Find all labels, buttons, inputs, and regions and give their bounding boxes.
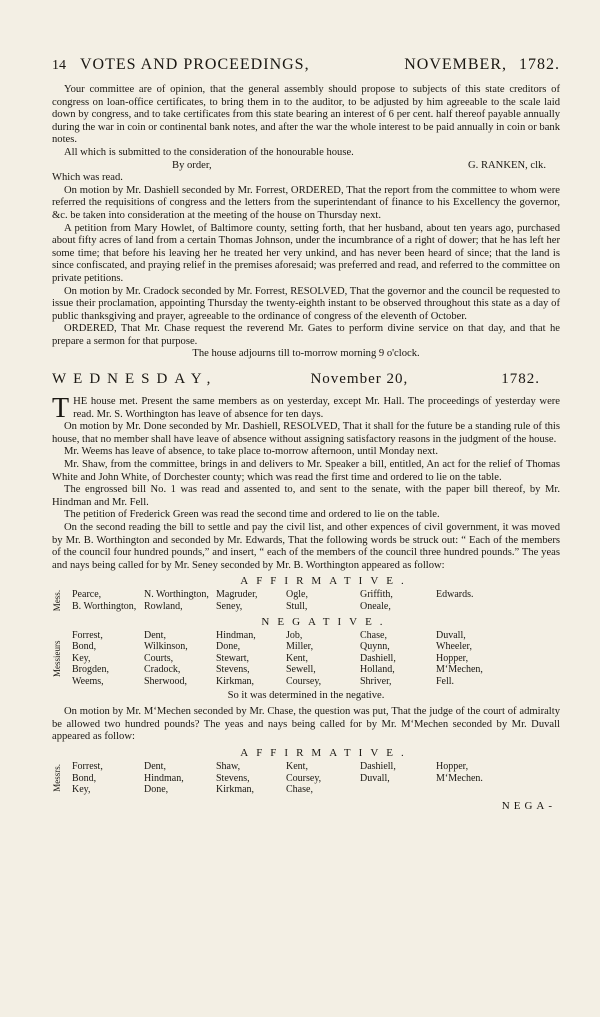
- name-column: [216, 761, 286, 796]
- name-column: [144, 630, 216, 688]
- member-name: M‘Mechen.: [436, 772, 483, 784]
- name-column: [286, 589, 360, 612]
- wednesday-paragraph: On the second reading the bill to settle and pay the civil list, and other expences of civil government, it was moved by Mr. B. Worthington and seconded by Mr. Edwards, That the following words be struck out: “ Each of the members of the council four hundred pounds,” and insert, “ each of the members of the council three hundred pounds.” The yeas and nays being called for by Mr. Seney seconded by Mr. B. Worthington appeared as follow:: [52, 522, 560, 571]
- member-name: Key,: [72, 784, 91, 796]
- tuesday-paragraph: A petition from Mary Howlet, of Baltimore county, setting forth, that her husband, about ten years ago, purchased about fifty acres of land from a certain Thomas Johnson, under the incumbrance of a right of dower; that he has left her some time; that before his leaving her he treated her very unkind, and has never been heard of since; that the land is since confiscated, and praying relief in the premises aforesaid; was preferred and read, and referred to the committee on private petitions.: [52, 222, 560, 284]
- name-column: [436, 761, 506, 796]
- name-column: [216, 589, 286, 612]
- member-name: Shriver,: [360, 675, 392, 687]
- page-number: 14: [52, 58, 66, 73]
- name-column: [286, 761, 360, 796]
- name-column: [72, 589, 144, 612]
- name-column: [360, 589, 436, 612]
- negative-list: [52, 630, 560, 688]
- member-name: Stevens,: [216, 772, 250, 784]
- member-name: Duvall,: [436, 629, 466, 641]
- signature-line: [52, 160, 560, 173]
- member-name: B. Worthington,: [72, 600, 137, 612]
- member-name: Rowland,: [144, 600, 183, 612]
- tuesday-paragraph: ORDERED, That Mr. Chase request the reverend Mr. Gates to perform divine service on that day, and that he prepare a sermon for that purpose.: [52, 323, 560, 347]
- wednesday-opening: [52, 393, 560, 425]
- member-name: Forrest,: [72, 760, 103, 772]
- member-name: Seney,: [216, 600, 243, 612]
- catchword: NEGA-: [501, 799, 556, 812]
- member-name: Duvall,: [360, 772, 390, 784]
- side-label: Messieurs: [52, 640, 62, 677]
- member-name: Wheeler,: [436, 641, 472, 653]
- day-name: WEDNESDAY,: [52, 371, 218, 388]
- member-name: Pearce,: [72, 589, 102, 601]
- affirmative-heading: AFFIRMATIVE.: [240, 575, 412, 588]
- name-column: [72, 630, 144, 688]
- affirmative-list: [52, 589, 560, 612]
- name-columns: [72, 589, 560, 612]
- member-name: Quynn,: [360, 641, 390, 653]
- opening-text: HE house met. Present the same members as on yesterday, except Mr. Hall. The proceedings of yesterday were read. Mr. S. Worthington has leave of absence for ten days.: [73, 396, 560, 420]
- member-name: Hopper,: [436, 760, 469, 772]
- by-order: By order,: [172, 159, 212, 171]
- member-name: Dashiell,: [360, 652, 396, 664]
- member-name: Kirkman,: [216, 675, 255, 687]
- wednesday-paragraph: On motion by Mr. Done seconded by Mr. Dashiell, RESOLVED, That it shall for the future be a standing rule of this house, that no member shall have leave of absence without assigning satisfactory reasons in the judgment of the house.: [52, 421, 560, 445]
- member-name: Stevens,: [216, 664, 250, 676]
- member-name: Weems,: [72, 675, 104, 687]
- member-name: Hindman,: [216, 629, 256, 641]
- name-column: [144, 589, 216, 612]
- wednesday-paragraph: The petition of Frederick Green was read the second time and ordered to lie on the table.: [64, 509, 440, 521]
- member-name: Kent,: [286, 652, 308, 664]
- name-column: [360, 761, 436, 796]
- member-name: Done,: [144, 784, 169, 796]
- name-column: [72, 761, 144, 796]
- committee-report: Your committee are of opinion, that the general assembly should propose to subjects of this state creditors of congress on loan-office certificates, to bring them in to the auditor, to be adjusted by him agreeable to the scale laid down by congress, and to take certificates from this state bearing an interest of 6 per cent. half thereof payable annually during the war in coin or continental bank notes, and after the war the whole interest to be paid annually in coin or bank notes.: [52, 84, 560, 146]
- member-name: Stull,: [286, 600, 308, 612]
- wednesday-paragraph: Mr. Shaw, from the committee, brings in and delivers to Mr. Speaker a bill, entitled, An act for the relief of Thomas White and John White, of Dorchester county; which was read the first time and ordered to lie on the table.: [52, 459, 560, 483]
- tuesday-paragraph: On motion by Mr. Dashiell seconded by Mr. Forrest, ORDERED, That the report from the committee to whom were referred the requisitions of congress and the letters from the superintendant of finance to his Excellency the governor, &c. be taken into consideration at the meeting of the house on Thursday next.: [52, 184, 560, 221]
- member-name: Griffith,: [360, 589, 393, 601]
- running-year: 1782.: [519, 56, 560, 73]
- drop-cap: T: [52, 393, 70, 425]
- adjournment: The house adjourns till to-morrow morning 9 o'clock.: [192, 348, 420, 360]
- member-name: Oneale,: [360, 600, 391, 612]
- day-date: November 20,: [310, 371, 409, 388]
- tuesday-paragraph: Which was read.: [52, 172, 123, 184]
- member-name: Courts,: [144, 652, 174, 664]
- member-name: Coursey,: [286, 772, 322, 784]
- member-name: Hopper,: [436, 652, 469, 664]
- name-column: [144, 761, 216, 796]
- member-name: Holland,: [360, 664, 395, 676]
- member-name: Sewell,: [286, 664, 316, 676]
- member-name: Miller,: [286, 641, 314, 653]
- member-name: Edwards.: [436, 589, 474, 601]
- member-name: Sherwood,: [144, 675, 188, 687]
- member-name: Done,: [216, 641, 241, 653]
- name-column: [436, 630, 506, 688]
- member-name: Chase,: [360, 629, 387, 641]
- wednesday-paragraph: The engrossed bill No. 1 was read and assented to, and sent to the senate, with the paper bill thereof, by Mr. Hindman and Mr. Fell.: [52, 484, 560, 508]
- member-name: Ogle,: [286, 589, 308, 601]
- affirmative-list-2: [52, 761, 560, 796]
- name-column: [360, 630, 436, 688]
- negative-heading: NEGATIVE.: [261, 615, 391, 628]
- member-name: Shaw,: [216, 760, 241, 772]
- member-name: Chase,: [286, 784, 313, 796]
- name-columns: [72, 761, 560, 796]
- member-name: Dent,: [144, 629, 166, 641]
- member-name: Dent,: [144, 760, 166, 772]
- clerk-name: G. RANKEN, clk.: [468, 159, 546, 171]
- running-title: VOTES AND PROCEEDINGS,: [80, 56, 310, 73]
- member-name: M‘Mechen,: [436, 664, 483, 676]
- second-motion: On motion by Mr. M‘Mechen seconded by Mr. Chase, the question was put, That the judge of the court of admiralty be allowed two hundred pounds? The yeas and nays being called for by Mr. M‘Mechen seconded by Mr. Duvall appeared as follow:: [52, 706, 560, 743]
- member-name: Hindman,: [144, 772, 184, 784]
- member-name: Brogden,: [72, 664, 109, 676]
- member-name: Dashiell,: [360, 760, 396, 772]
- member-name: Bond,: [72, 772, 97, 784]
- member-name: Coursey,: [286, 675, 322, 687]
- member-name: Stewart,: [216, 652, 250, 664]
- member-name: Bond,: [72, 641, 97, 653]
- side-label: Mess.: [52, 590, 62, 612]
- affirmative-heading-2: AFFIRMATIVE.: [240, 746, 412, 759]
- member-name: Job,: [286, 629, 303, 641]
- side-label: Messrs.: [52, 764, 62, 793]
- member-name: Kirkman,: [216, 784, 255, 796]
- day-heading: [52, 371, 560, 388]
- member-name: Key,: [72, 652, 91, 664]
- member-name: Wilkinson,: [144, 641, 188, 653]
- day-year: 1782.: [501, 371, 540, 388]
- member-name: Fell.: [436, 675, 455, 687]
- member-name: Forrest,: [72, 629, 103, 641]
- member-name: N. Worthington,: [144, 589, 209, 601]
- wednesday-paragraph: Mr. Weems has leave of absence, to take place to-morrow afternoon, until Monday next.: [64, 446, 439, 458]
- name-columns: [72, 630, 560, 688]
- member-name: Cradock,: [144, 664, 181, 676]
- member-name: Magruder,: [216, 589, 258, 601]
- member-name: Kent,: [286, 760, 308, 772]
- vote-result: So it was determined in the negative.: [227, 689, 385, 701]
- name-column: [216, 630, 286, 688]
- name-column: [286, 630, 360, 688]
- page-header: [52, 56, 560, 74]
- name-column: [436, 589, 506, 612]
- tuesday-paragraph: On motion by Mr. Cradock seconded by Mr. Forrest, RESOLVED, That the governor and the council be requested to issue their proclamation, appointing Thursday the twenty-eighth instant to be observed throughout this state as a day of public thanksgiving and prayer, agreeable to the ordinance of congress of the eleventh of October.: [52, 285, 560, 322]
- report-submitted: All which is submitted to the consideration of the honourable house.: [64, 146, 354, 158]
- running-month: NOVEMBER,: [404, 56, 507, 73]
